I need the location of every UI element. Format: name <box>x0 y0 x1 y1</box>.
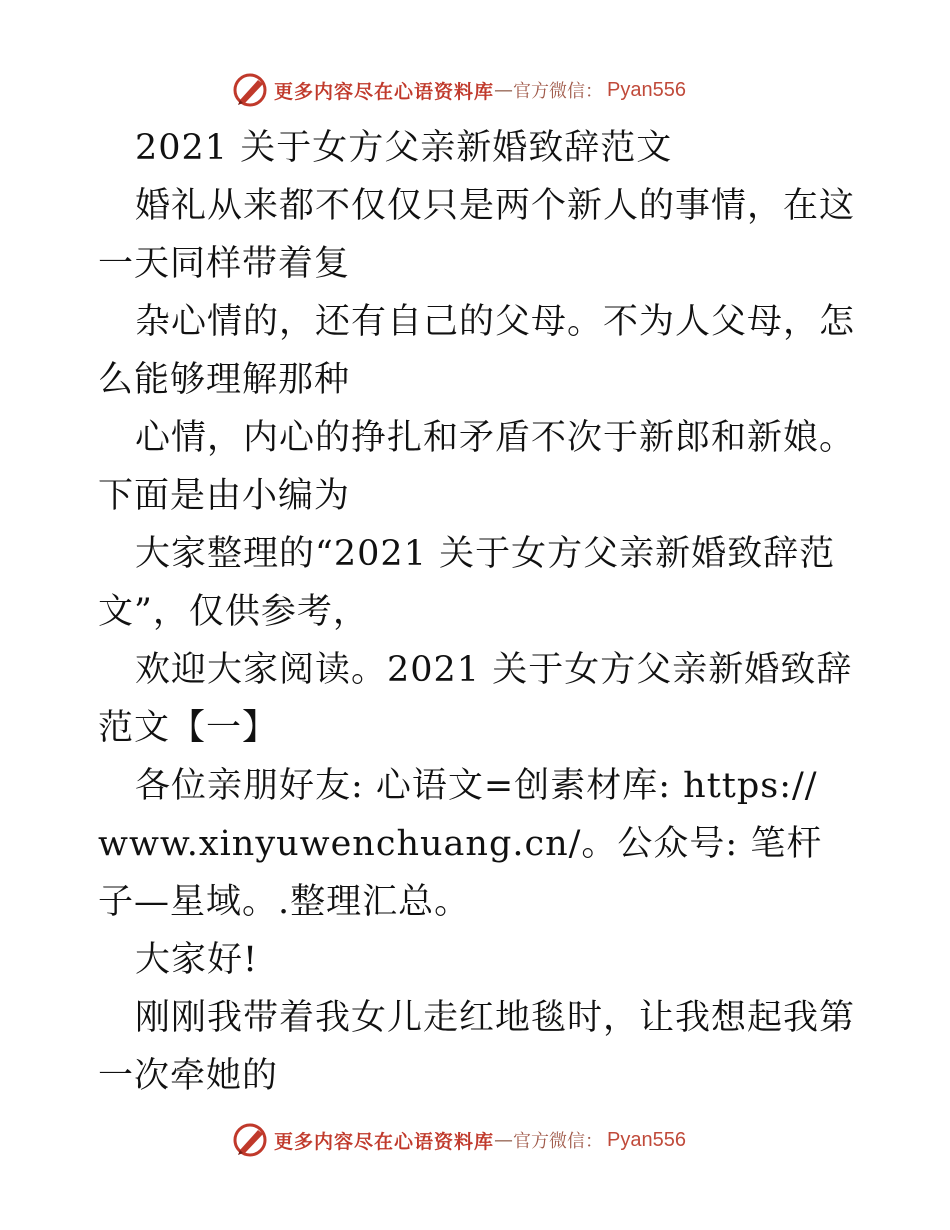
watermark-wechat-id: Pyan556 <box>607 1128 686 1151</box>
paragraph-intro-4: 大家整理的“2021 关于女方父亲新婚致辞范文”，仅供参考， <box>98 534 836 632</box>
watermark-wechat-label: 官方微信： <box>513 81 604 102</box>
pen-logo-icon <box>232 72 270 108</box>
watermark-wechat-label: 官方微信： <box>513 1131 604 1152</box>
paragraph-intro-1: 婚礼从来都不仅仅只是两个新人的事情，在这一天同样带着复 <box>98 186 856 284</box>
watermark-dash: — <box>494 1129 514 1151</box>
watermark-dash: — <box>494 79 514 101</box>
watermark-footer <box>232 1120 686 1160</box>
watermark-text: 更多内容尽在心语资料库 <box>274 80 495 103</box>
paragraph-greeting-source: 各位亲朋好友: 心语文=创素材库: https:// www.xinyuwenchuang.cn/。公众号: 笔杆子—星域。.整理汇总。 <box>98 766 823 922</box>
paragraph-hello: 大家好! <box>135 940 259 980</box>
paragraph-intro-5: 欢迎大家阅读。2021 关于女方父亲新婚致辞范文【一】 <box>98 650 853 748</box>
paragraph-intro-3: 心情，内心的挣扎和矛盾不次于新郎和新娘。下面是由小编为 <box>98 418 856 516</box>
watermark-text: 更多内容尽在心语资料库 <box>274 1130 495 1153</box>
document-body <box>98 119 858 1105</box>
paragraph-intro-2: 杂心情的，还有自己的父母。不为人父母，怎么能够理解那种 <box>98 302 856 400</box>
paragraph-speech-start: 刚刚我带着我女儿走红地毯时，让我想起我第一次牵她的 <box>98 998 856 1096</box>
pen-logo-icon <box>232 1122 270 1158</box>
watermark-header <box>232 70 686 110</box>
watermark-wechat-id: Pyan556 <box>607 78 686 101</box>
document-title: 2021 关于女方父亲新婚致辞范文 <box>135 128 673 168</box>
